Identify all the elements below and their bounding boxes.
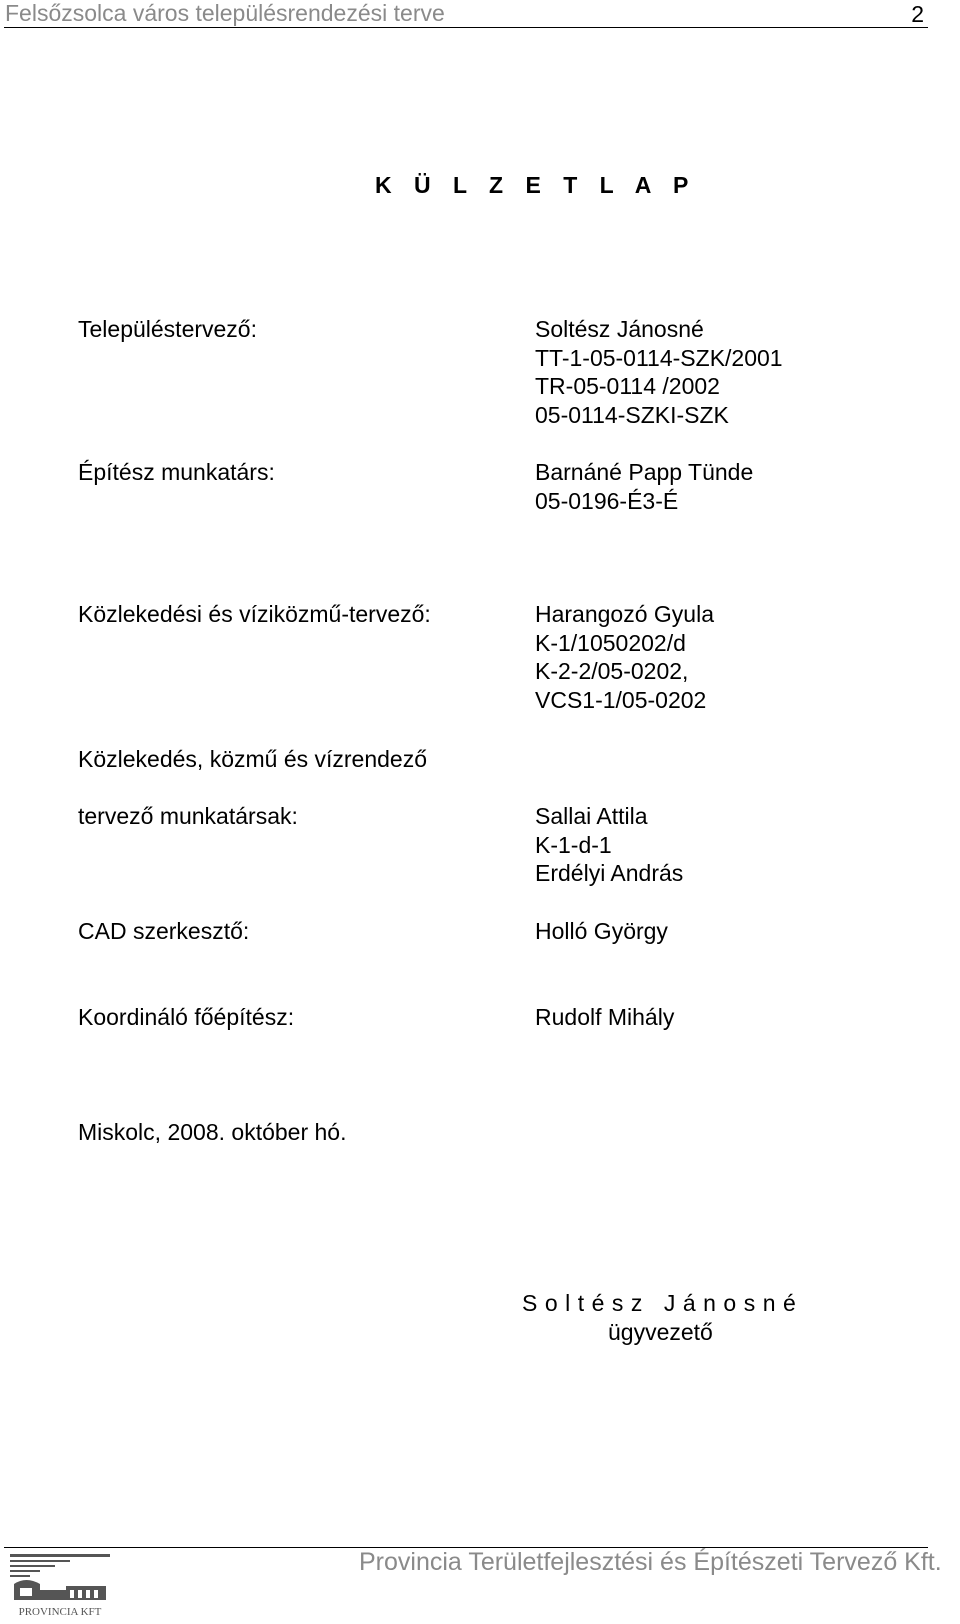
signature-name: Soltész Jánosné [522, 1290, 804, 1316]
footer-company: Provincia Területfejlesztési és Építészeti Tervező Kft. [359, 1548, 942, 1576]
entry-value: 05-0114-SZKI-SZK [535, 401, 729, 428]
entry-value: K-2-2/05-0202, [535, 658, 689, 685]
header-title: Felsőzsolca város településrendezési terve [5, 0, 445, 26]
entry-value: TR-05-0114 /2002 [535, 373, 720, 400]
entry-label-town-planner: Településtervező: [78, 316, 257, 342]
entry-label-transport-designer: Közlekedési és víziközmű-tervező: [78, 601, 431, 627]
entry-value: Rudolf Mihály [535, 1004, 675, 1030]
entry-values-town-planner [535, 315, 783, 429]
entry-label-chief-architect: Koordináló főépítész: [78, 1004, 295, 1030]
entry-value: K-1/1050202/d [535, 629, 686, 656]
entry-values-cad-editor [535, 917, 668, 946]
entry-value: 05-0196-É3-É [535, 487, 679, 514]
provincia-logo-icon [6, 1550, 114, 1620]
entry-value: Harangozó Gyula [535, 601, 714, 627]
entry-value: Sallai Attila [535, 803, 648, 829]
entry-values-utility-associates [535, 802, 683, 888]
page-number: 2 [911, 1, 924, 27]
entry-values-architect-associate [535, 458, 753, 515]
entry-label-cad-editor: CAD szerkesztő: [78, 918, 250, 944]
document-title: K Ü L Z E T L A P [375, 172, 697, 198]
entry-value: Barnáné Papp Tünde [535, 459, 754, 485]
entry-label-utility-line1: Közlekedés, közmű és vízrendező [78, 746, 428, 772]
entry-value: K-1-d-1 [535, 831, 612, 858]
entry-values-chief-architect [535, 1003, 674, 1032]
entry-value: TT-1-05-0114-SZK/2001 [535, 344, 783, 371]
entry-value: Soltész Jánosné [535, 316, 704, 342]
entry-value: Erdélyi András [535, 860, 684, 887]
entry-label-architect-associate: Építész munkatárs: [78, 459, 275, 485]
logo-text: PROVINCIA KFT [18, 1606, 102, 1618]
entry-values-transport-designer [535, 600, 714, 714]
header-divider [4, 27, 928, 28]
place-date: Miskolc, 2008. október hó. [78, 1119, 347, 1145]
signature-role: ügyvezető [608, 1319, 713, 1345]
entry-label-utility-associates: tervező munkatársak: [78, 803, 298, 829]
entry-value: Holló György [535, 918, 668, 944]
entry-value: VCS1-1/05-0202 [535, 686, 707, 713]
